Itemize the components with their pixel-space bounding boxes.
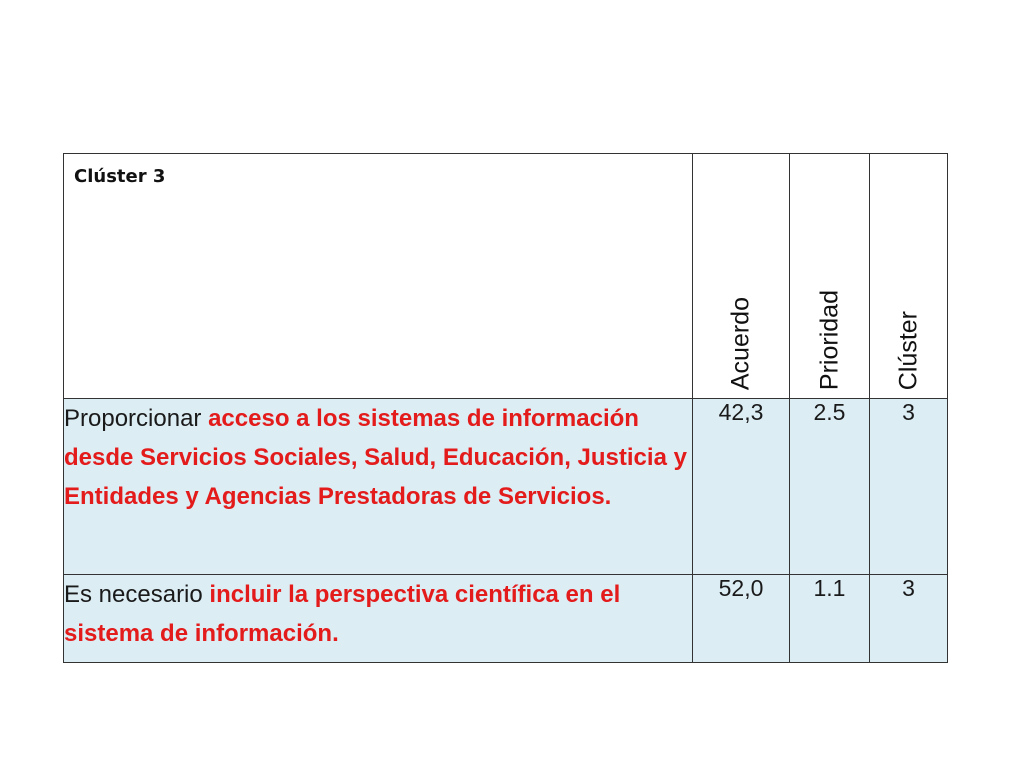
prioridad-header-cell [790,154,870,399]
acuerdo-value: 42,3 [693,399,790,575]
cluster-table [63,153,948,663]
cluster-value: 3 [870,399,948,575]
prioridad-value: 2.5 [790,399,870,575]
row-description [64,575,693,663]
table-row [64,575,948,663]
row-prefix: Proporcionar [64,405,209,432]
row-prefix: Es necesario [64,581,210,608]
acuerdo-header-cell [693,154,790,399]
prioridad-header: Prioridad [815,289,843,390]
cluster-header-cell [64,154,693,399]
table-row [64,399,948,575]
header-row [64,154,948,399]
acuerdo-header: Acuerdo [726,296,755,390]
cluster-col-header: Clúster [894,310,922,390]
prioridad-value: 1.1 [790,575,870,663]
row-description [64,399,693,575]
cluster-value: 3 [870,575,948,663]
acuerdo-value: 52,0 [693,575,790,663]
cluster-label: Clúster 3 [74,166,166,187]
row-highlight: acceso a los sistemas de información desde Servicios Sociales, Salud, Educación, Justicia y Entidades y Agencias Prestadoras de Servicios. [64,405,687,510]
row-highlight: incluir la perspectiva científica en el sistema de información. [64,581,621,647]
cluster-col-header-cell [870,154,948,399]
